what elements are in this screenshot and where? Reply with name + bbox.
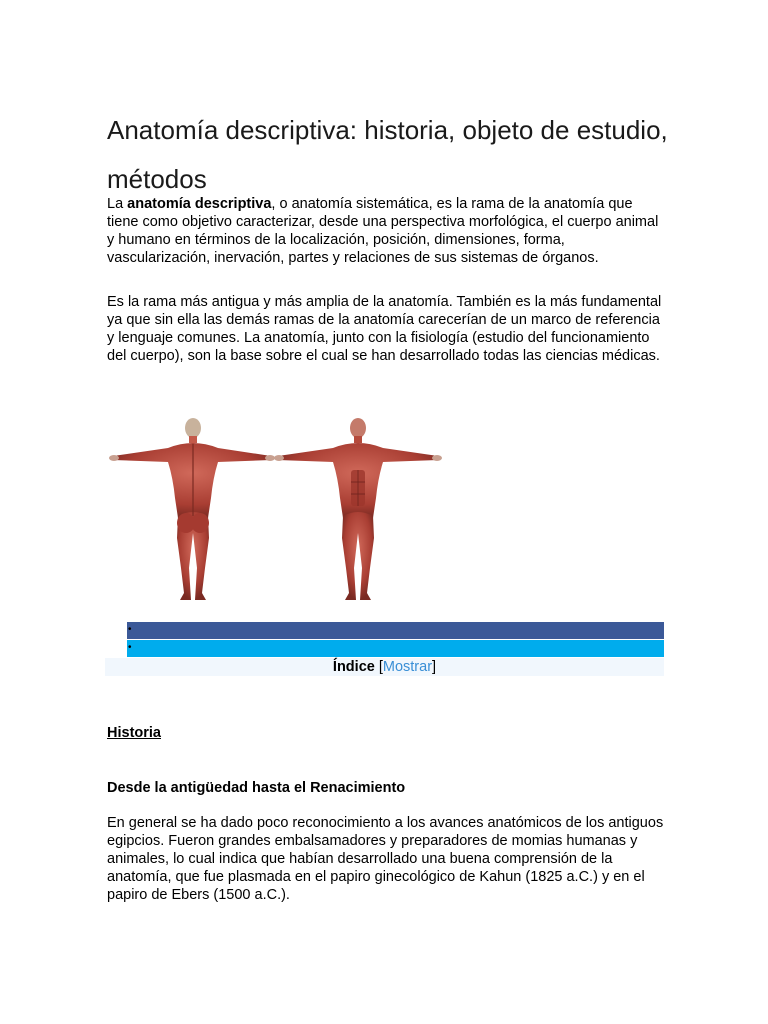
share-bar-twitter[interactable] — [127, 640, 664, 657]
table-of-contents-bar — [105, 658, 664, 676]
show-index-link[interactable]: Mostrar — [382, 659, 433, 675]
second-paragraph: Es la rama más antigua y más amplia de la anatomía. También es la más fundamental ya que sin ella las demás ramas de la anatomía carecerían de un marco de referencia y lenguaje comunes. La anatomía, junto con la fisiología (estudio del funcionamiento del cuerpo), son la base sobre el cual se han desarrollado todas las ciencias médicas. — [107, 294, 662, 364]
intro-paragraph — [107, 195, 667, 267]
section-heading-historia: Historia — [107, 725, 161, 741]
figure-front-view — [274, 418, 442, 600]
index-close-bracket: ] — [432, 659, 437, 675]
intro-lead: La — [107, 196, 128, 212]
intro-rest: , o anatomía sistemática, es la rama de la anatomía que tiene como objetivo caracterizar, desde una perspectiva morfológica, el cuerpo animal y humano en términos de la localización, posición, dimensiones, forma, vascularización, inervación, partes y relaciones de sus sistemas de órganos. — [107, 196, 659, 266]
index-label: Índice — [332, 659, 375, 675]
subsection-heading: Desde la antigüedad hasta el Renacimiento — [107, 780, 406, 796]
share-bar-bullet: • — [128, 642, 132, 653]
figure-back-view — [109, 418, 275, 600]
history-paragraph: En general se ha dado poco reconocimiento a los avances anatómicos de los antiguos egipcios. Fueron grandes embalsamadores y preparadores de momias humanas y animales, lo cual indica que habían desarrollado una buena comprensión de la anatomía, que fue plasmada en el papiro ginecológico de Kahun (1825 a.C.) y en el papiro de Ebers (1500 a.C.). — [107, 815, 664, 903]
page-title: Anatomía descriptiva: historia, objeto de estudio, métodos — [107, 115, 668, 194]
share-bar-facebook[interactable] — [127, 622, 664, 639]
share-bar-bullet: • — [128, 624, 132, 635]
index-open-bracket: [ — [378, 659, 383, 675]
intro-term: anatomía descriptiva — [127, 196, 272, 212]
anatomy-figure-image — [108, 408, 443, 608]
